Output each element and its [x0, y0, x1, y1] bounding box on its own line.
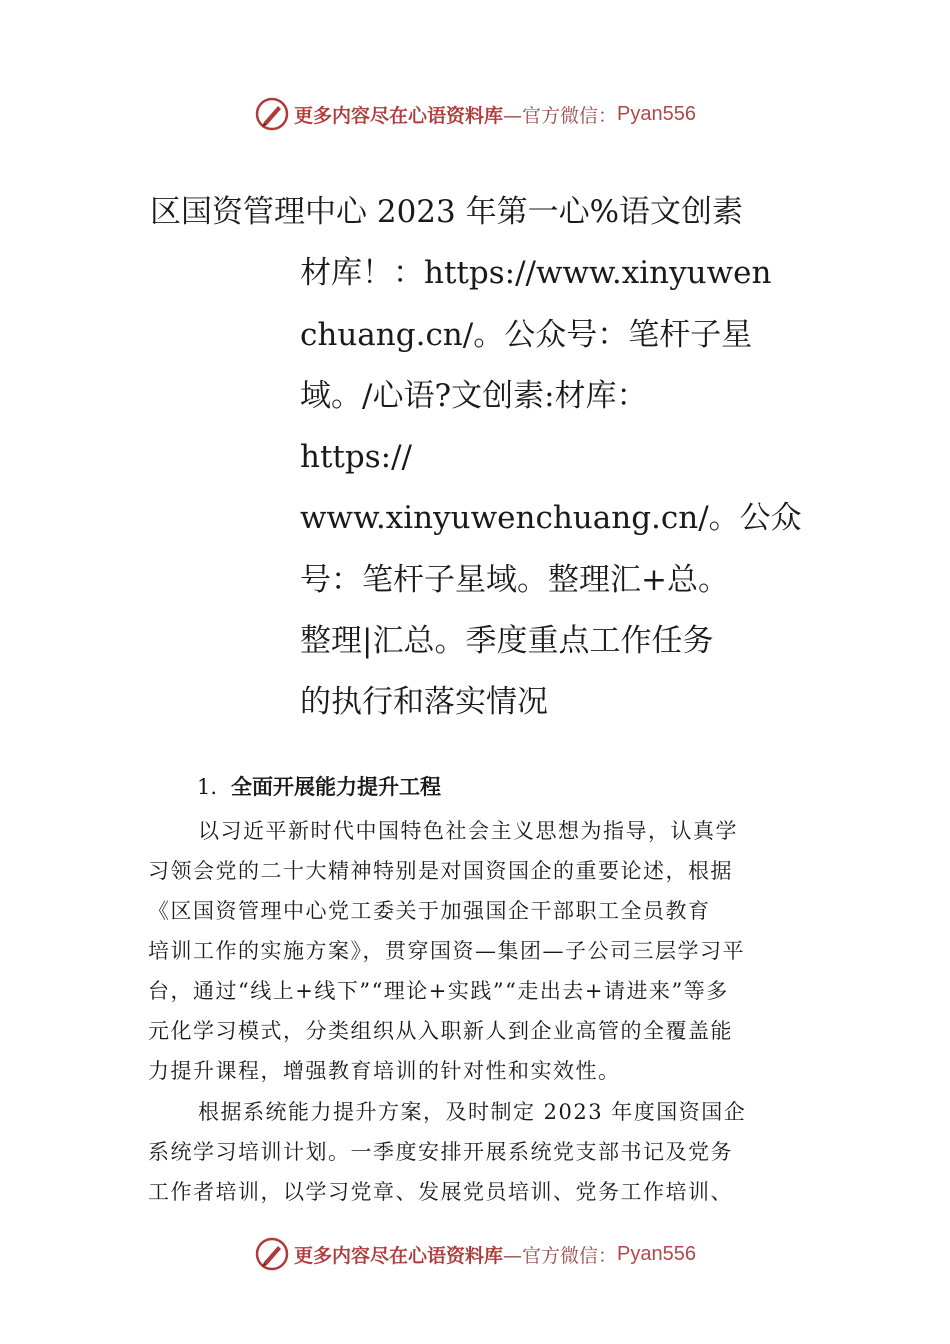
- section-heading: [197, 771, 441, 801]
- header-banner: [0, 92, 950, 136]
- title-line: 整理|汇总。季度重点工作任务: [300, 623, 714, 660]
- banner-main-text: 更多内容尽在心语资料库: [294, 104, 504, 127]
- title-line: 的执行和落实情况: [300, 684, 548, 721]
- title-line: https://: [300, 439, 412, 476]
- footer-banner: [0, 1232, 950, 1276]
- title-line: chuang.cn/。公众号：笔杆子星: [300, 316, 753, 353]
- section-number: 1.: [197, 775, 218, 799]
- paragraph-line: 台，通过“线上+线下”“理论+实践”“走出去+请进来”等多: [148, 979, 729, 1003]
- paragraph-line: 以习近平新时代中国特色社会主义思想为指导，认真学: [198, 819, 738, 843]
- paragraph-line: 《区国资管理中心党工委关于加强国企干部职工全员教育: [148, 899, 711, 923]
- banner-sub-text: —官方微信：: [503, 104, 618, 127]
- paragraph-line: 工作者培训，以学习党章、发展党员培训、党务工作培训、: [148, 1180, 733, 1204]
- paragraph-2: [148, 1092, 808, 1212]
- banner-wechat-id: Pyan556: [617, 1242, 696, 1265]
- title-line: 材库！：https://www.xinyuwen: [300, 255, 772, 292]
- paragraph-line: 力提升课程，增强教育培训的针对性和实效性。: [148, 1059, 621, 1083]
- paragraph-line: 习领会党的二十大精神特别是对国资国企的重要论述，根据: [148, 859, 733, 883]
- title-line: 号：笔杆子星域。整理汇+总。: [300, 561, 729, 598]
- title-line: www.xinyuwenchuang.cn/。公众: [300, 500, 802, 537]
- banner-main-text: 更多内容尽在心语资料库: [294, 1244, 504, 1267]
- document-title: [150, 182, 810, 734]
- paragraph-1: [148, 811, 808, 1091]
- banner-wechat-id: Pyan556: [617, 102, 696, 125]
- pen-logo-icon: [254, 96, 290, 132]
- title-line: 区国资管理中心 2023 年第一心%语文创素: [150, 194, 744, 230]
- paragraph-line: 系统学习培训计划。一季度安排开展系统党支部书记及党务: [148, 1140, 733, 1164]
- paragraph-line: 培训工作的实施方案》，贯穿国资—集团—子公司三层学习平: [148, 939, 745, 963]
- title-line: 域。/心语?文创素:材库：: [300, 377, 648, 414]
- pen-logo-icon: [254, 1236, 290, 1272]
- paragraph-line: 根据系统能力提升方案，及时制定 2023 年度国资国企: [198, 1100, 747, 1124]
- section-heading-text: 全面开展能力提升工程: [231, 775, 442, 799]
- banner-sub-text: —官方微信：: [503, 1244, 618, 1267]
- paragraph-line: 元化学习模式，分类组织从入职新人到企业高管的全覆盖能: [148, 1019, 733, 1043]
